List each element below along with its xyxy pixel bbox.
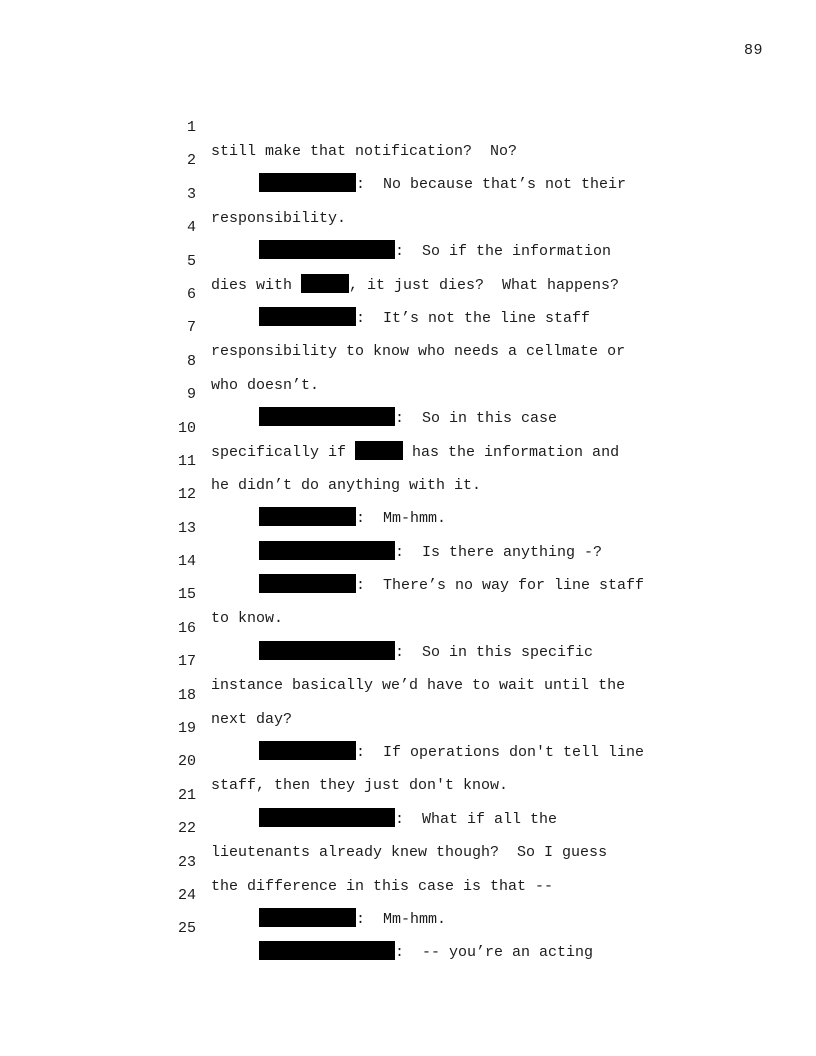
line-number: 1 bbox=[186, 119, 196, 136]
line-number: 11 bbox=[177, 452, 196, 470]
line-text: staff, then they just don't know. bbox=[211, 777, 509, 795]
line-number: 8 bbox=[186, 352, 196, 370]
page-number: 89 bbox=[744, 42, 764, 59]
line-text: specifically if has the information and bbox=[211, 441, 619, 465]
line-number: 22 bbox=[177, 820, 196, 838]
line-number: 7 bbox=[186, 319, 196, 337]
line-text: : What if all the bbox=[259, 808, 557, 832]
line-text: the difference in this case is that -- bbox=[211, 877, 554, 895]
transcript-line bbox=[0, 226, 816, 294]
transcript-line bbox=[0, 192, 816, 261]
transcript-line bbox=[0, 159, 816, 227]
line-number: 20 bbox=[177, 753, 196, 771]
line-number: 17 bbox=[177, 653, 196, 671]
transcript-line bbox=[0, 326, 816, 394]
line-number: 25 bbox=[177, 920, 196, 938]
line-text: who doesn’t. bbox=[211, 376, 320, 394]
line-text: : Mm-hmm. bbox=[259, 507, 446, 531]
line-text: dies with , it just dies? What happens? bbox=[211, 274, 619, 298]
transcript-line bbox=[0, 259, 816, 327]
line-number: 4 bbox=[186, 219, 196, 237]
line-text: responsibility to know who needs a cellmate or bbox=[211, 343, 626, 361]
transcript-line bbox=[0, 493, 816, 561]
transcript-line bbox=[0, 760, 816, 828]
transcript-line bbox=[0, 292, 816, 361]
line-number: 23 bbox=[177, 853, 196, 871]
transcript-line bbox=[0, 860, 816, 928]
line-number: 12 bbox=[177, 486, 196, 504]
line-text: : So in this specific bbox=[259, 641, 593, 665]
line-number: 15 bbox=[177, 586, 196, 604]
transcript-line bbox=[0, 593, 816, 661]
transcript-line bbox=[0, 893, 816, 962]
line-text: : It’s not the line staff bbox=[259, 307, 590, 331]
speaker-redaction bbox=[259, 941, 395, 960]
line-text: lieutenants already knew though? So I guess bbox=[211, 844, 608, 862]
line-number: 6 bbox=[186, 285, 196, 303]
line-text: responsibility. bbox=[211, 209, 347, 227]
line-text: he didn’t do anything with it. bbox=[211, 476, 482, 494]
line-number: 13 bbox=[177, 519, 196, 537]
line-number: 5 bbox=[186, 252, 196, 270]
line-text: instance basically we’d have to wait until the bbox=[211, 677, 626, 695]
line-text: : So if the information bbox=[259, 240, 611, 264]
transcript-line bbox=[0, 660, 816, 728]
line-number: 2 bbox=[186, 152, 196, 170]
line-number: 18 bbox=[177, 686, 196, 704]
line-number: 10 bbox=[177, 419, 196, 437]
transcript-line bbox=[0, 125, 816, 194]
line-number: 21 bbox=[177, 786, 196, 804]
line-text: : So in this case bbox=[259, 407, 557, 431]
line-text: : There’s no way for line staff bbox=[259, 574, 644, 598]
line-text: next day? bbox=[211, 710, 293, 728]
transcript-line bbox=[0, 92, 816, 160]
transcript bbox=[0, 92, 816, 962]
line-number: 3 bbox=[186, 185, 196, 203]
line-number: 16 bbox=[177, 619, 196, 637]
transcript-line bbox=[0, 426, 816, 494]
line-text: : Mm-hmm. bbox=[259, 908, 446, 932]
line-text: to know. bbox=[211, 610, 284, 628]
line-number: 14 bbox=[177, 553, 196, 571]
line-text: still make that notification? No? bbox=[211, 143, 518, 160]
line-number: 9 bbox=[186, 386, 196, 404]
line-number: 19 bbox=[177, 720, 196, 738]
line-text: : If operations don't tell line bbox=[259, 741, 644, 765]
line-number: 24 bbox=[177, 886, 196, 904]
line-text: : -- you’re an acting bbox=[259, 941, 593, 965]
line-text: : Is there anything -? bbox=[259, 541, 602, 565]
line-text: : No because that’s not their bbox=[259, 173, 626, 197]
